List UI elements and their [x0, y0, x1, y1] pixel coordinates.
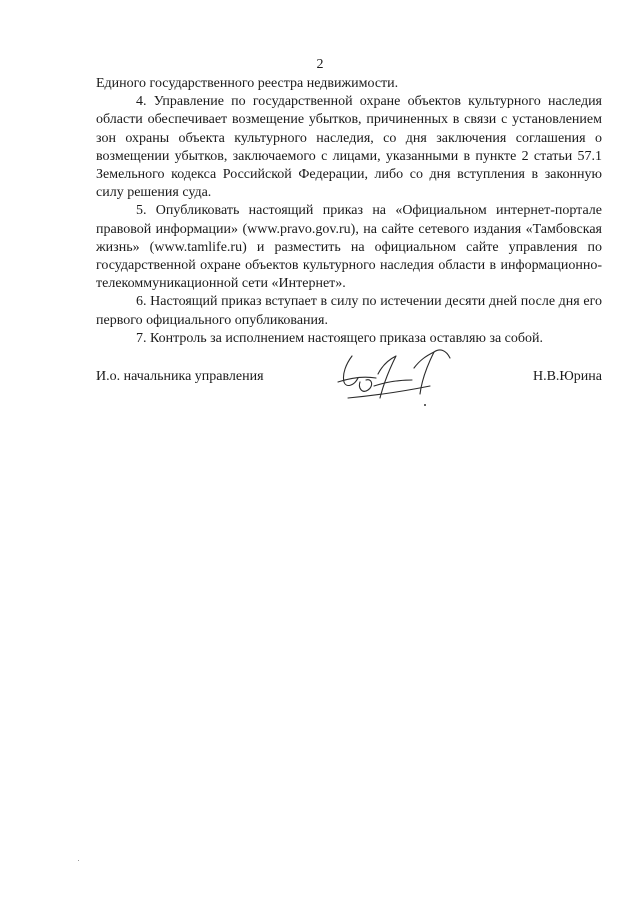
- signatory-position: И.о. начальника управления: [96, 369, 264, 384]
- paragraph-7: 7. Контроль за исполнением настоящего приказа оставляю за собой.: [136, 330, 544, 346]
- paragraph-4: 4. Управление по государственной охране объектов культурного наследия области обеспечивает возмещение убытков, причиненных в связи с установлением зон охраны объекта культурного наследия, со дня заключения соглашения о возмещении убытков, заключаемого с лицами, указанными в пункте 2 статьи 57.1 Земельного кодекса Российской Федерации, либо со дня вступления в законную силу решения суда.: [96, 94, 602, 201]
- paragraph-6: 6. Настоящий приказ вступает в силу по истечении десяти дней после дня его первого официального опубликования.: [96, 294, 602, 328]
- handwritten-signature: [330, 338, 470, 418]
- paragraph-5: 5. Опубликовать настоящий приказ на «Официальном интернет-портале правовой информации» (www.pravo.gov.ru), на сайте сетевого издания «Тамбовская жизнь» (www.tamlife.ru) и разместить на официальном сайте управления по государственной охране объектов культурного наследия области в информационно-телекоммуникационной сети «Интернет».: [96, 203, 602, 292]
- page-number: 2: [316, 57, 324, 72]
- signatory-name: Н.В.Юрина: [532, 369, 602, 384]
- scan-speck: [78, 860, 79, 861]
- document-body: [96, 75, 602, 348]
- scan-speck: [424, 404, 426, 406]
- paragraph-continuation: Единого государственного реестра недвижимости.: [96, 76, 399, 91]
